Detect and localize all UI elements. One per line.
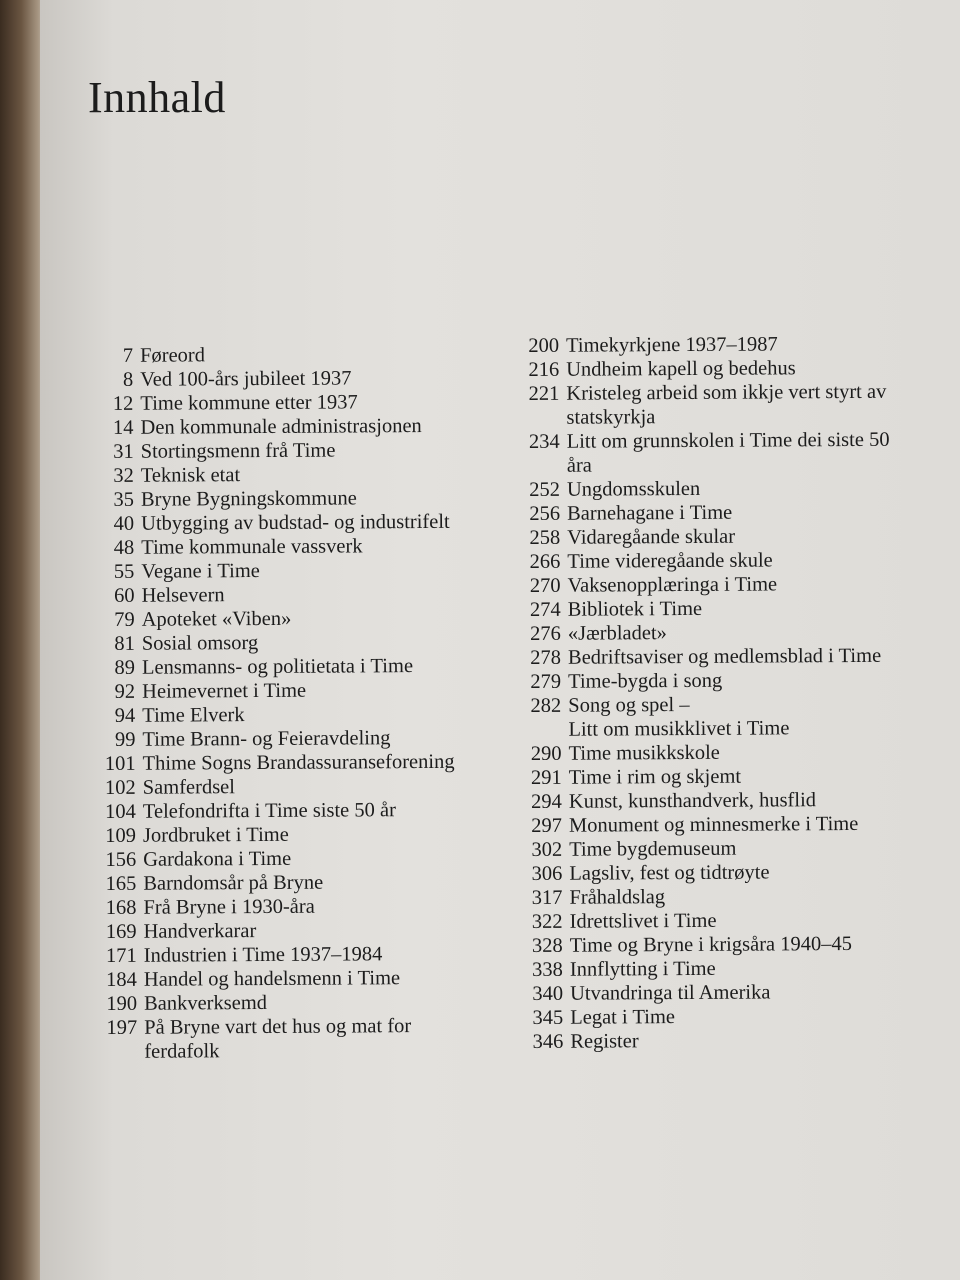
toc-page-number: 35	[113, 488, 135, 511]
toc-entry-title	[567, 523, 943, 549]
toc-entry	[522, 331, 942, 358]
toc-entry-title-line: Time i rim og skjemt	[568, 765, 742, 789]
toc-entry	[99, 510, 499, 536]
toc-page-number: 79	[114, 608, 135, 631]
toc-entry	[101, 822, 501, 848]
toc-page-number: 200	[528, 334, 560, 357]
toc-entry	[98, 414, 498, 440]
toc-entry-title-line: Utvandringa til Amerika	[569, 981, 771, 1005]
toc-page-number: 168	[105, 896, 137, 919]
toc-entry	[99, 558, 499, 584]
toc-entry	[101, 774, 501, 800]
page-title: Innhald	[88, 73, 226, 122]
toc-entry-title-line: Bryne Bygningskommune	[140, 487, 357, 511]
toc-entry-title	[143, 798, 501, 824]
toc-entry-title-line: Monument og minnesmerke i Time	[568, 812, 859, 837]
toc-entry-title	[144, 990, 502, 1016]
toc-entry-title	[567, 475, 943, 501]
toc-entry	[524, 595, 944, 622]
toc-page-number: 294	[531, 790, 562, 813]
toc-entry-title-line: Time kommune etter 1937	[140, 391, 358, 415]
toc-entry	[102, 918, 502, 944]
toc-entry	[101, 894, 501, 920]
toc-entry	[526, 1003, 946, 1030]
toc-entry	[525, 835, 945, 862]
toc-page-number: 165	[105, 872, 137, 895]
toc-entry-title	[566, 355, 942, 381]
toc-page-number: 184	[106, 968, 137, 991]
toc-entry	[102, 966, 502, 992]
toc-entry-title	[143, 846, 501, 872]
toc-entry	[100, 606, 500, 632]
toc-entry	[525, 787, 945, 814]
toc-entry-title-line: Ungdomsskulen	[566, 477, 701, 501]
toc-entry	[525, 811, 945, 838]
toc-entry	[102, 942, 502, 968]
toc-entry-title-line: Telefondrifta i Time siste 50 år	[142, 799, 396, 823]
toc-entry-title	[569, 787, 945, 813]
toc-entry-title-line: Bibliotek i Time	[567, 597, 703, 621]
toc-entry-title-line: Jordbruket i Time	[142, 823, 289, 847]
toc-page-number: 345	[532, 1006, 564, 1029]
toc-entry-title-line: Utbygging av budstad- og industrifelt	[141, 510, 450, 535]
toc-entry	[102, 1014, 502, 1064]
toc-entry-title-line: Ved 100-års jubileet 1937	[140, 367, 352, 391]
toc-entry-title	[569, 883, 945, 909]
toc-page-number: 346	[532, 1030, 564, 1053]
toc-entry	[524, 643, 944, 670]
toc-page-number: 216	[528, 358, 560, 381]
toc-entry-title	[570, 1027, 946, 1053]
toc-entry	[98, 366, 498, 392]
toc-entry	[98, 390, 498, 416]
toc-entry-title	[141, 534, 499, 560]
toc-entry-title-line: Sosial omsorg	[141, 632, 259, 655]
toc-entry-title	[140, 414, 498, 440]
toc-entry	[524, 739, 944, 766]
toc-entry-title-line: Bedriftsaviser og medlemsblad i Time	[567, 644, 882, 669]
toc-entry-title	[569, 763, 945, 789]
toc-entry-title-line: Litt om grunnskolen i Time dei siste 50	[566, 428, 890, 453]
toc-page-number: 221	[528, 382, 560, 405]
toc-entry	[99, 582, 499, 608]
toc-entry-title-line: Vaksenopplæringa i Time	[567, 573, 778, 597]
toc-entry-title	[570, 979, 946, 1005]
toc-page-number: 101	[104, 752, 136, 775]
toc-page-number: 297	[531, 814, 563, 837]
toc-entry-title	[566, 331, 942, 357]
toc-page-number: 31	[113, 440, 134, 463]
toc-page-number: 317	[531, 886, 563, 909]
toc-page-number: 32	[113, 464, 134, 487]
toc-page-number: 258	[529, 526, 561, 549]
toc-entry-title	[141, 510, 499, 536]
toc-entry-title	[569, 811, 945, 837]
toc-entry-title-line: Time-bygda i song	[568, 669, 723, 693]
toc-entry-title-line: Apoteket «Viben»	[141, 607, 292, 631]
toc-page-number: 266	[529, 550, 561, 573]
toc-entry	[524, 619, 944, 646]
toc-entry-title-line: Vidaregåande skular	[567, 525, 736, 549]
toc-entry-title	[144, 918, 502, 944]
toc-page-number: 94	[114, 704, 136, 727]
toc-entry-title-line: «Jærbladet»	[567, 622, 667, 645]
toc-entry-title	[568, 619, 944, 645]
toc-entry	[526, 955, 946, 982]
toc-entry-title	[567, 499, 943, 525]
toc-entry-title-line: Timekyrkjene 1937–1987	[566, 333, 778, 357]
toc-entry-title	[141, 486, 499, 512]
toc-entry-title	[144, 1014, 502, 1064]
toc-entry	[100, 702, 500, 728]
toc-entry-title	[568, 739, 944, 765]
toc-entry	[99, 462, 499, 488]
toc-entry	[523, 547, 943, 574]
toc-entry	[523, 523, 943, 550]
toc-page-number: 302	[531, 838, 563, 861]
toc-entry	[524, 691, 944, 742]
toc-entry	[526, 931, 946, 958]
toc-entry-title-line: Heimevernet i Time	[142, 679, 307, 703]
toc-page-number: 282	[530, 694, 562, 717]
toc-page-number: 156	[105, 848, 137, 871]
toc-page-number: 12	[112, 392, 134, 415]
toc-entry-title	[142, 702, 500, 728]
toc-entry-title-line: Litt om musikklivet i Time	[568, 717, 790, 741]
toc-entry-title-line: Stortingsmenn frå Time	[140, 439, 336, 463]
toc-entry	[526, 907, 946, 934]
toc-entry-title-line: Føreord	[140, 344, 206, 367]
toc-page-number: 340	[532, 982, 564, 1005]
toc-entry	[101, 846, 501, 872]
toc-page-number: 234	[528, 430, 560, 453]
toc-entry-title	[141, 462, 499, 488]
toc-entry-title-line: Time og Bryne i krigsåra 1940–45	[569, 932, 853, 957]
toc-entry-title	[570, 907, 946, 933]
toc-entry-title-line: ferdafolk	[144, 1040, 220, 1063]
toc-entry-title-line: statskyrkja	[566, 406, 656, 429]
toc-entry-title-line: Innflytting i Time	[569, 957, 716, 981]
toc-entry-title	[567, 427, 943, 477]
book-page	[40, 0, 960, 1280]
toc-entry-title-line: Fråhaldslag	[569, 886, 666, 909]
toc-page-number: 197	[106, 1016, 138, 1039]
toc-entry-title-line: Thime Sogns Brandassuranseforening	[142, 750, 455, 775]
toc-entry-title	[566, 379, 942, 429]
toc-page-number: 48	[113, 536, 135, 559]
toc-page-number: 256	[529, 502, 561, 525]
toc-page-number: 81	[114, 632, 135, 655]
toc-entry	[99, 486, 499, 512]
toc-entry-title-line: Time videregåande skule	[567, 549, 773, 573]
toc-entry-title	[142, 654, 500, 680]
toc-entry-title	[143, 774, 501, 800]
toc-page-number: 306	[531, 862, 563, 885]
toc-page-number: 274	[529, 598, 561, 621]
toc-entry-title-line: Teknisk etat	[140, 464, 241, 487]
toc-entry-title-line: Kristeleg arbeid som ikkje vert styrt av	[566, 380, 887, 405]
toc-page-number: 322	[531, 910, 563, 933]
toc-page-number: 169	[105, 920, 137, 943]
toc-column-right	[522, 331, 946, 1054]
toc-entry-title	[570, 1003, 946, 1029]
toc-page-number: 89	[114, 656, 136, 679]
toc-entry-title-line: Time musikkskole	[568, 741, 720, 765]
toc-page-number: 171	[105, 944, 137, 967]
toc-entry-title-line: Bankverksemd	[143, 991, 268, 1015]
toc-entry	[524, 667, 944, 694]
toc-entry	[525, 883, 945, 910]
toc-entry	[526, 979, 946, 1006]
toc-entry-title	[569, 859, 945, 885]
toc-entry-title	[142, 726, 500, 752]
toc-entry-title-line: På Bryne vart det hus og mat for	[144, 1015, 412, 1039]
toc-entry-title	[142, 750, 500, 776]
toc-page-number: 279	[530, 670, 562, 693]
toc-entry	[525, 859, 945, 886]
toc-page-number: 55	[113, 560, 135, 583]
toc-entry-title	[143, 894, 501, 920]
toc-entry-title-line: Helsevern	[141, 584, 225, 607]
toc-page-number: 8	[122, 368, 134, 391]
toc-page-number: 338	[532, 958, 563, 981]
toc-entry-title	[142, 678, 500, 704]
toc-entry-title	[144, 942, 502, 968]
toc-page-number: 60	[113, 584, 135, 607]
toc-entry-title	[568, 691, 944, 741]
toc-entry-title	[140, 366, 498, 392]
toc-page-number: 104	[105, 800, 136, 823]
toc-page-number: 40	[113, 512, 135, 535]
toc-entry	[525, 763, 945, 790]
toc-entry-title	[143, 870, 501, 896]
toc-entry-title	[144, 966, 502, 992]
toc-entry-title-line: Lagsliv, fest og tidtrøyte	[569, 861, 770, 885]
toc-entry	[522, 379, 942, 430]
toc-entry-title-line: Industrien i Time 1937–1984	[143, 943, 383, 967]
toc-page-number: 190	[106, 992, 138, 1015]
toc-entry-title	[567, 571, 943, 597]
toc-entry-title-line: Register	[570, 1030, 639, 1053]
toc-entry	[523, 499, 943, 526]
toc-entry	[98, 342, 498, 368]
toc-entry-title-line: Samferdsel	[142, 776, 236, 799]
toc-entry-title-line: Vegane i Time	[141, 560, 260, 583]
toc-entry	[102, 990, 502, 1016]
toc-column-left	[98, 342, 502, 1064]
toc-entry-title	[570, 931, 946, 957]
toc-entry-title-line: Time bygdemuseum	[569, 837, 737, 861]
toc-entry-title	[568, 643, 944, 669]
toc-page-number: 109	[105, 824, 137, 847]
toc-entry-title	[143, 822, 501, 848]
toc-entry-title	[140, 390, 498, 416]
toc-entry-title	[142, 630, 500, 656]
toc-entry-title	[567, 547, 943, 573]
toc-page-number: 270	[529, 574, 561, 597]
toc-entry-title	[568, 667, 944, 693]
toc-entry-title-line: Handverkarar	[143, 920, 257, 943]
toc-entry	[522, 355, 942, 382]
toc-entry-title-line: Den kommunale administrasjonen	[140, 415, 422, 439]
toc-entry-title-line: Time Brann- og Feieravdeling	[142, 727, 391, 751]
toc-entry-title	[141, 582, 499, 608]
toc-entry	[523, 427, 943, 478]
toc-entry-title-line: Barndomsår på Bryne	[143, 871, 324, 895]
toc-entry-title	[569, 835, 945, 861]
toc-entry-title-line: åra	[566, 454, 592, 477]
toc-page-number: 291	[530, 766, 562, 789]
toc-page-number: 14	[112, 416, 134, 439]
toc-entry-title-line: Frå Bryne i 1930-åra	[143, 895, 315, 919]
toc-entry	[99, 534, 499, 560]
toc-page-number: 328	[531, 934, 563, 957]
toc-entry-title-line: Handel og handelsmenn i Time	[143, 967, 401, 991]
toc-page-number: 102	[104, 776, 136, 799]
toc-entry	[101, 798, 501, 824]
toc-entry	[100, 678, 500, 704]
toc-entry-title-line: Time kommunale vassverk	[141, 535, 363, 559]
toc-entry	[523, 571, 943, 598]
toc-entry-title-line: Song og spel –	[568, 693, 690, 717]
toc-entry-title-line: Legat i Time	[570, 1006, 676, 1029]
toc-page-number: 290	[530, 742, 562, 765]
toc-entry-title	[570, 955, 946, 981]
toc-page-number: 278	[530, 646, 562, 669]
toc-entry-title	[568, 595, 944, 621]
toc-entry-title	[141, 558, 499, 584]
toc-page-number: 92	[114, 680, 136, 703]
toc-entry-title-line: Time Elverk	[142, 704, 245, 727]
toc-entry-title-line: Barnehagane i Time	[567, 501, 733, 525]
toc-page-number: 276	[530, 622, 561, 645]
toc-page-number: 252	[529, 478, 561, 501]
toc-entry	[526, 1027, 946, 1054]
toc-entry	[100, 654, 500, 680]
toc-entry	[99, 438, 499, 464]
toc-entry-title	[142, 606, 500, 632]
toc-entry	[523, 475, 943, 502]
toc-entry	[101, 870, 501, 896]
toc-entry	[100, 630, 500, 656]
toc-entry-title	[140, 342, 498, 368]
toc-entry	[100, 750, 500, 776]
toc-entry	[100, 726, 500, 752]
toc-page-number: 99	[114, 728, 136, 751]
toc-entry-title-line: Lensmanns- og politietata i Time	[141, 655, 414, 679]
toc-page-number: 7	[122, 344, 134, 367]
toc-entry-title-line: Gardakona i Time	[143, 847, 292, 871]
toc-entry-title-line: Undheim kapell og bedehus	[566, 357, 796, 381]
toc-entry-title-line: Kunst, kunsthandverk, husflid	[568, 789, 817, 813]
toc-entry-title-line: Idrettslivet i Time	[569, 909, 717, 933]
toc-entry-title	[141, 438, 499, 464]
